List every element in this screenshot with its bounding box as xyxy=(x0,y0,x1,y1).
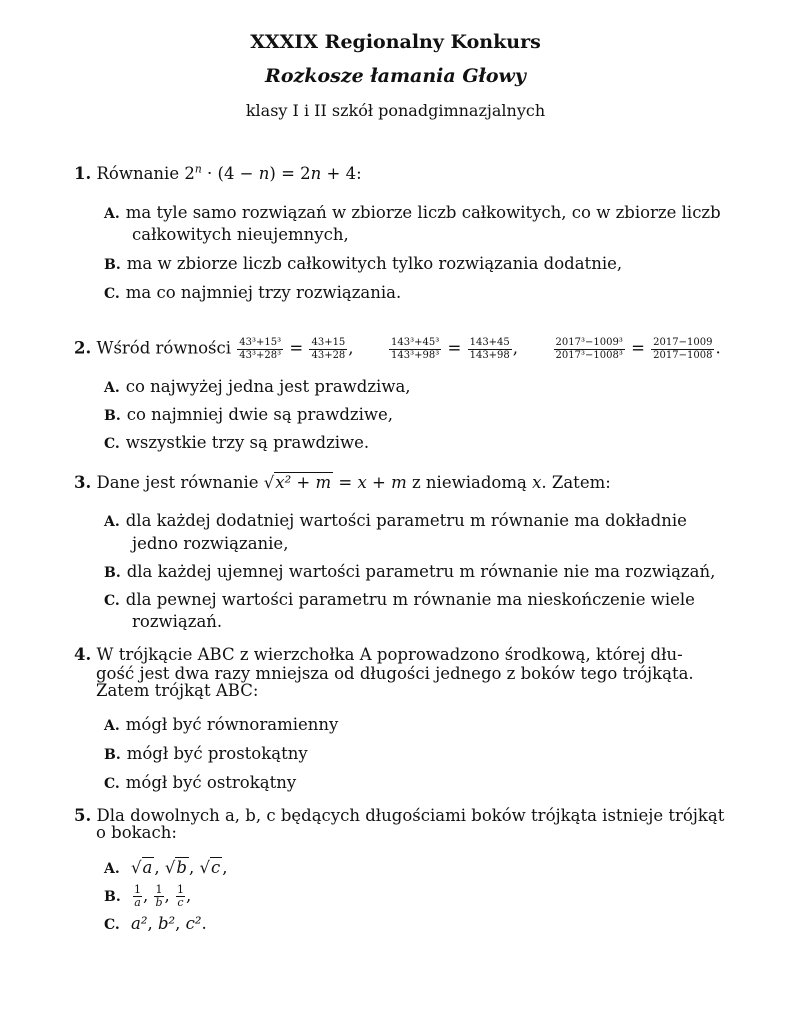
question-number: 1. xyxy=(74,164,92,183)
fraction: $\frac{43+15}{43+28}$ xyxy=(311,337,346,361)
fraction: $\frac{1}{b}$ xyxy=(155,883,163,910)
question-1: 1. Równanie $2^n \cdot (4 - n) = 2n + 4$: xyxy=(74,162,362,183)
fraction: $\frac{\text{2017³−1009³}}{\text{2017³−1008³}}$ xyxy=(555,337,623,361)
square-root: √x² + m xyxy=(263,473,332,492)
contest-subtitle: Rozkosze łamania Głowy xyxy=(265,65,526,87)
question-text: Wśród równości xyxy=(96,338,232,358)
fraction: $\frac{\text{143³+45³}}{\text{143³+98³}}$ xyxy=(391,337,440,361)
question-text: Równanie xyxy=(96,164,180,183)
option-5c: C. a², b², c². xyxy=(104,914,207,933)
square-root: √a xyxy=(131,858,153,877)
option-4c: C. mógł być ostrokątny xyxy=(104,773,297,792)
option-3c: C. dla pewnej wartości parametru m równanie ma nieskończenie wiele xyxy=(104,590,695,609)
option-4b: B. mógł być prostokątny xyxy=(104,744,308,763)
square-root: √b xyxy=(164,858,187,877)
question-3: 3. Dane jest równanie √x² + m = x + m z niewiadomą x. Zatem: xyxy=(74,473,611,492)
question-5: 5. Dla dowolnych a, b, c będących długościami boków trójkąta istnieje trójkąt xyxy=(74,806,725,825)
option-3c-cont: rozwiązań. xyxy=(132,612,223,631)
option-3a-cont: jedno rozwiązanie, xyxy=(132,534,289,553)
option-3b: B. dla każdej ujemnej wartości parametru m równanie nie ma rozwiązań, xyxy=(104,562,716,581)
equation: $2^n \cdot (4 - n) = 2n + 4$ xyxy=(184,162,357,183)
option-2b: B. co najmniej dwie są prawdziwe, xyxy=(104,405,393,424)
option-1a-cont: całkowitych nieujemnych, xyxy=(132,225,349,244)
question-4: 4. W trójkącie ABC z wierzchołka A poprowadzono środkową, której dłu- xyxy=(74,645,683,664)
option-5a: A. √a , √b , √c , xyxy=(104,858,228,877)
option-2a: A. co najwyżej jedna jest prawdziwa, xyxy=(104,377,411,396)
question-4-line2: gość jest dwa razy mniejsza od długości jednego z boków tego trójkąta. xyxy=(96,664,694,683)
question-5-line2: o bokach: xyxy=(96,823,177,842)
contest-classes: klasy I i II szkół ponadgimnazjalnych xyxy=(245,101,546,120)
fraction: $\frac{1}{a}$ xyxy=(133,883,141,910)
fraction: $\frac{1}{c}$ xyxy=(177,883,185,910)
contest-title: XXXIX Regionalny Konkurs xyxy=(250,31,541,53)
fraction: $\frac{143+45}{143+98}$ xyxy=(469,337,510,361)
fraction: $\frac{2017-1009}{2017-1008}$ xyxy=(653,337,713,361)
option-2c: C. wszystkie trzy są prawdziwe. xyxy=(104,433,370,452)
fraction: $\frac{\text{43³+15³}}{\text{43³+28³}}$ xyxy=(239,337,282,361)
option-1b: B. ma w zbiorze liczb całkowitych tylko rozwiązania dodatnie, xyxy=(104,254,623,273)
option-1c: C. ma co najmniej trzy rozwiązania. xyxy=(104,283,402,302)
option-4a: A. mógł być równoramienny xyxy=(104,715,339,734)
question-4-line3: Zatem trójkąt ABC: xyxy=(96,681,259,700)
option-5b: B. $\frac{1}{a}$ , $\frac{1}{b}$ , $\frac{1}{c}$ , xyxy=(104,883,192,910)
option-3a: A. dla każdej dodatniej wartości parametru m równanie ma dokładnie xyxy=(104,511,687,530)
option-1a: A. ma tyle samo rozwiązań w zbiorze liczb całkowitych, co w zbiorze liczb xyxy=(104,203,721,222)
question-2: 2. Wśród równości $\frac{\text{43³+15³}}{\text{43³+28³}}$ = $\frac{43+15}{43+28}$ , $\frac{\text{143³+45³}}{\text{143³+98³}}$ = $\frac{143+45}{143+98}$ , $\frac{\text{2017³−1009³}}{\text{2017³−1008³}}$ = $\frac{2017-1009}{2017-1008}$ . xyxy=(74,337,721,361)
square-root: √c xyxy=(199,858,221,877)
